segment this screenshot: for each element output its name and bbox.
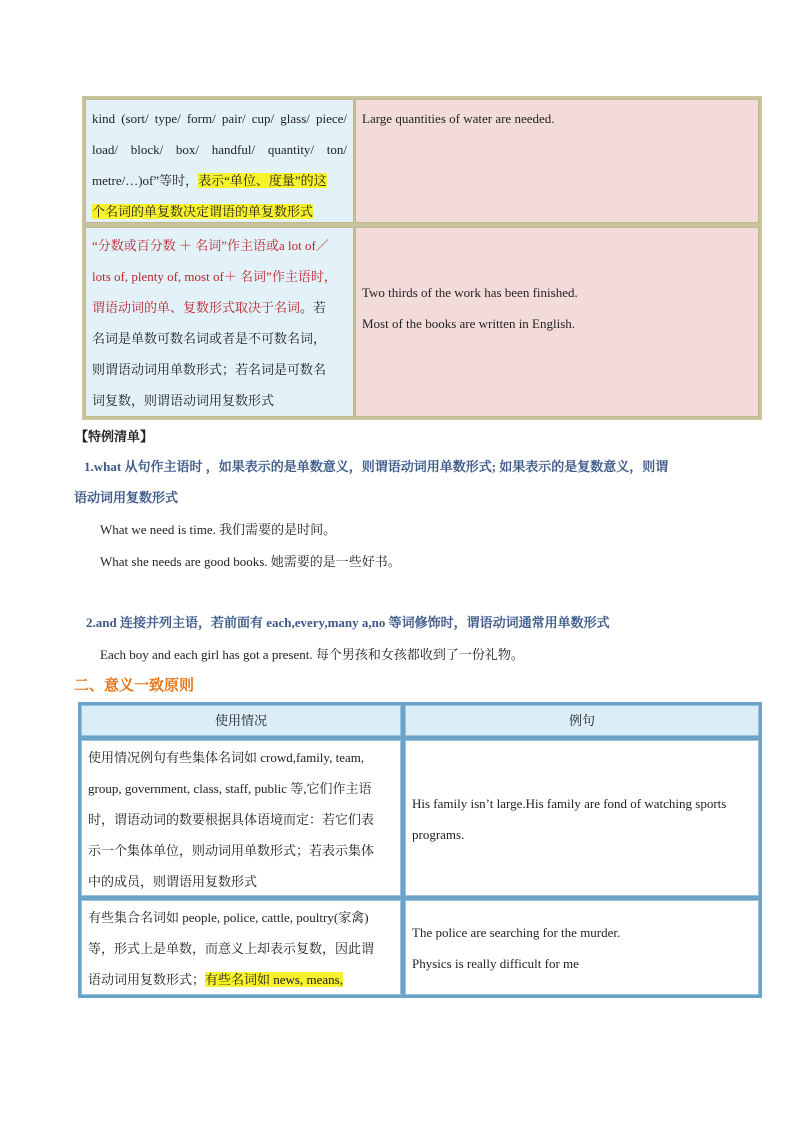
- table1-row1-line: [92, 196, 347, 227]
- table2-row1-line: 使用情况例句有些集体名词如 crowd,family, team,: [88, 750, 365, 765]
- special-item-2: 2.and 连接并列主语，若前面有 each,every,many a,no 等词修饰时，谓语动词通常用单数形式: [86, 615, 610, 630]
- special-item-1: 1.what 从句作主语时 ，如果表示的是单数意义，则谓语动词用单数形式; 如果表示的是复数意义，则谓: [84, 459, 669, 474]
- table2-row2-example: Physics is really difficult for me: [412, 956, 579, 971]
- section-title: 二、意义一致原则: [74, 678, 195, 694]
- example-sentence: Each boy and each girl has got a present. 每个男孩和女孩都收到了一份礼物。: [100, 647, 524, 662]
- table2-row2-rule-cell: [81, 900, 401, 995]
- table2-row1-line: group, government, class, staff, public 等,它们作主语: [88, 781, 372, 796]
- rules-table-2: [78, 702, 762, 998]
- table2-row2-text: 语动词用复数形式；: [88, 972, 206, 987]
- table1-row2-rule-cell: [85, 227, 354, 417]
- table1-row1-highlight: 个名词的单复数决定谓语的单复数形式: [92, 204, 314, 219]
- table1-row2-example: Most of the books are written in English.: [362, 316, 576, 331]
- table1-row1-highlight: 表示“单位、度量”的这: [198, 173, 327, 188]
- table1-row2-line: lots of, plenty of, most of＋ 名词”作主语时，: [92, 269, 337, 284]
- table2-row1-example-cell: [405, 740, 759, 896]
- table2-row2-example-cell: [405, 900, 759, 995]
- table2-row2-line: [88, 964, 394, 995]
- special-list-title: 【特例清单】: [75, 429, 154, 444]
- table1-row1-line: [92, 165, 347, 196]
- table1-row1-example: Large quantities of water are needed.: [362, 111, 555, 126]
- table2-row1-example: programs.: [412, 827, 465, 842]
- table1-row1-example-cell: [355, 99, 759, 223]
- table2-row1-rule-cell: [81, 740, 401, 896]
- table2-row1-example: His family isn’t large.His family are fond of watching sports: [412, 796, 727, 811]
- table2-row2-highlight: 有些名词如 news, means,: [205, 972, 343, 987]
- table1-row2-line: “分数或百分数 ＋ 名词”作主语或a lot of／: [92, 238, 329, 253]
- table2-row2-example: The police are searching for the murder.: [412, 925, 621, 940]
- table1-row2-example-cell: [355, 227, 759, 417]
- table2-header-usage: 使用情况: [81, 705, 401, 736]
- table1-row2-line: [92, 292, 347, 323]
- table1-row2-line: 名词是单数可数名词或者是不可数名词，: [92, 331, 327, 346]
- table2-row1-line: 中的成员，则谓语用复数形式: [88, 874, 258, 889]
- example-sentence: What we need is time. 我们需要的是时间。: [100, 522, 337, 537]
- rules-table-1: [82, 96, 762, 420]
- example-sentence: What she needs are good books. 她需要的是一些好书。: [100, 554, 401, 569]
- table1-row2-line: 词复数，则谓语动词用复数形式: [92, 393, 275, 408]
- table1-row2-red-text: 谓语动词的单、复数形式取决于名词: [92, 300, 301, 315]
- table2-row1-line: 时，谓语动词的数要根据具体语境而定：若它们表: [88, 812, 375, 827]
- table1-row1-line: kind (sort/ type/ form/ pair/ cup/ glass/ piece/: [92, 111, 347, 126]
- table2-row2-line: 有些集合名词如 people, police, cattle, poultry(家禽): [88, 910, 369, 925]
- table2-row1-line: 示一个集体单位，则动词用单数形式；若表示集体: [88, 843, 375, 858]
- table2-row2-line: 等，形式上是单数，而意义上却表示复数，因此谓: [88, 941, 375, 956]
- table2-header-example: 例句: [405, 705, 759, 736]
- table1-row2-text: 。若: [300, 300, 327, 315]
- table1-row2-line: 则谓语动词用单数形式；若名词是可数名: [92, 362, 327, 377]
- table1-row1-rule-cell: [85, 99, 354, 223]
- table1-row1-line: load/ block/ box/ handful/ quantity/ ton/: [92, 142, 347, 157]
- special-item-1-cont: 语动词用复数形式: [74, 490, 179, 505]
- table1-row1-line3-text: metre/…)of”等时，: [92, 173, 199, 188]
- table1-row2-example: Two thirds of the work has been finished.: [362, 285, 578, 300]
